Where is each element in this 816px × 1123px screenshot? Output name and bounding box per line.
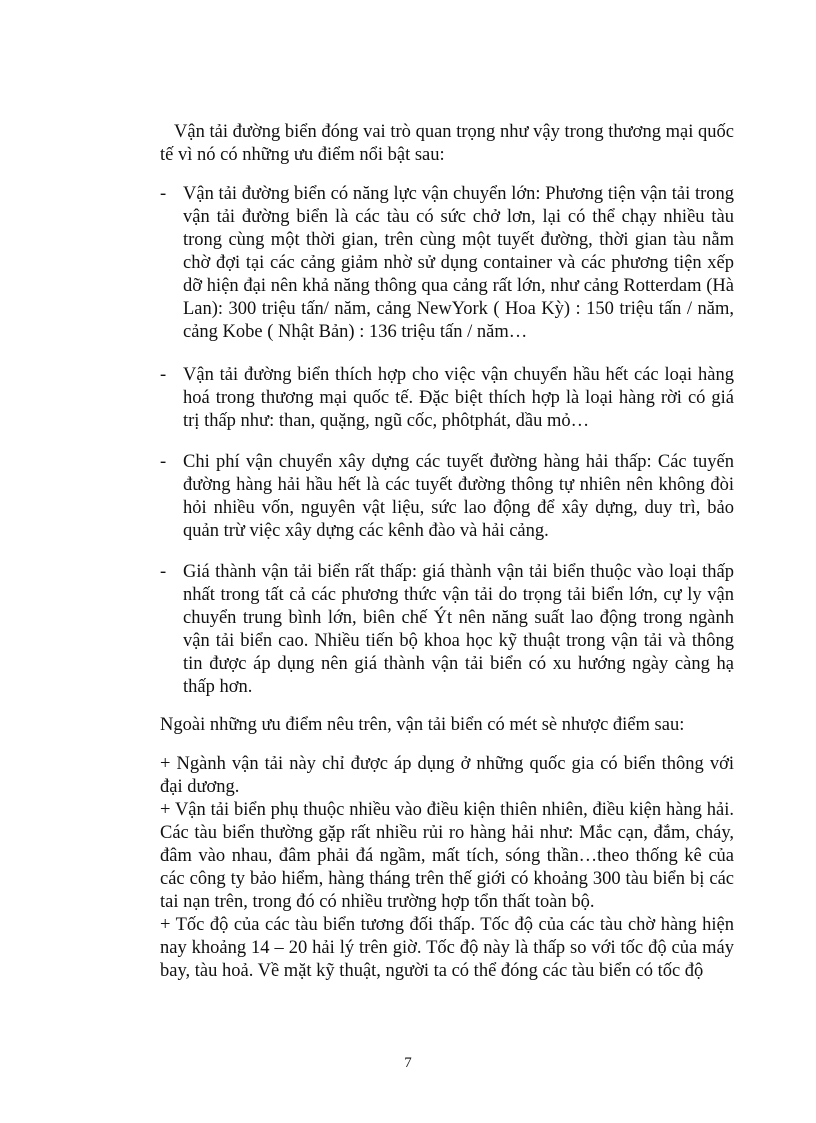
disadvantage-item: + Vận tải biển phụ thuộc nhiều vào điều kiện thiên nhiên, điều kiện hàng hải. Các tàu biển thường gặp rất nhiều rủi ro hàng hải như: Mắc cạn, đắm, cháy, đâm vào nhau, đâm phải đá ngầm, mất tích, sóng thần…theo thống kê của các công ty bảo hiểm, hàng tháng trên thế giới có khoảng 300 tàu biển bị các tai nạn trên, trong đó có nhiều trường hợp tổn thất toàn bộ. [160,800,734,912]
bullet-text: Vận tải đường biển có năng lực vận chuyển lớn: Phương tiện vận tải trong vận tải đường biển là các tàu có sức chở lơn, lại có thể chạy nhiều tàu trong cùng một thời gian, trên cùng một tuyết đường, thời gian tàu nằm chờ đợi tại các cảng giảm nhờ sử dụng container và các phương tiện xếp dỡ hiện đại nên khả năng thông qua cảng rất lớn, như cảng Rotterdam (Hà Lan): 300 triệu tấn/ năm, cảng NewYork ( Hoa Kỳ) : 150 triệu tấn / năm, cảng Kobe ( Nhật Bản) : 136 triệu tấn / năm… [183,184,734,342]
bullet-text: Vận tải đường biển thích hợp cho việc vận chuyển hầu hết các loại hàng hoá trong thương mại quốc tế. Đặc biệt thích hợp là loại hàng rời có giá trị thấp như: than, quặng, ngũ cốc, phôtphát, dầu mỏ… [183,365,734,431]
intro-paragraph: Vận tải đường biển đóng vai trò quan trọng như vậy trong thương mại quốc tế vì nó có những ưu điểm nổi bật sau: [160,122,734,165]
disadvantages-list [160,753,734,983]
bullet-text: Giá thành vận tải biển rất thấp: giá thành vận tải biển thuộc vào loại thấp nhất trong tất cả các phương thức vận tải do trọng tải biển lớn, cự ly vận chuyển trung bình lớn, biên chế Ýt nên năng suất lao động trong ngành vận tải biển cao. Nhiều tiến bộ khoa học kỹ thuật trong vận tải và thông tin được áp dụng nên giá thành vận tải biển có xu hướng ngày càng hạ thấp hơn. [183,562,734,697]
bullet-marker: - [160,184,167,204]
bullet-marker: - [160,562,167,582]
bullet-marker: - [160,452,167,472]
bullet-marker: - [160,365,167,385]
disadvantages-intro: Ngoài những ưu điểm nêu trên, vận tải biển có mét sè nhược điểm sau: [160,715,685,735]
disadvantage-item: + Ngành vận tải này chỉ được áp dụng ở những quốc gia có biển thông với đại dương. [160,754,734,797]
disadvantage-item: + Tốc độ của các tàu biển tương đối thấp. Tốc độ của các tàu chờ hàng hiện nay khoảng 14 – 20 hải lý trên giờ. Tốc độ này là thấp so với tốc độ của máy bay, tàu hoả. Về mặt kỹ thuật, người ta có thể đóng các tàu biển có tốc độ [160,915,734,981]
page-number: 7 [404,1055,412,1071]
bullet-text: Chi phí vận chuyển xây dựng các tuyết đường hàng hải thấp: Các tuyến đường hàng hải hầu hết là các tuyết đường thông tự nhiên nên không đòi hỏi nhiều vốn, nguyên vật liệu, sức lao động để xây dựng, duy trì, bảo quản trừ việc xây dựng các kênh đào và hải cảng. [183,452,734,541]
